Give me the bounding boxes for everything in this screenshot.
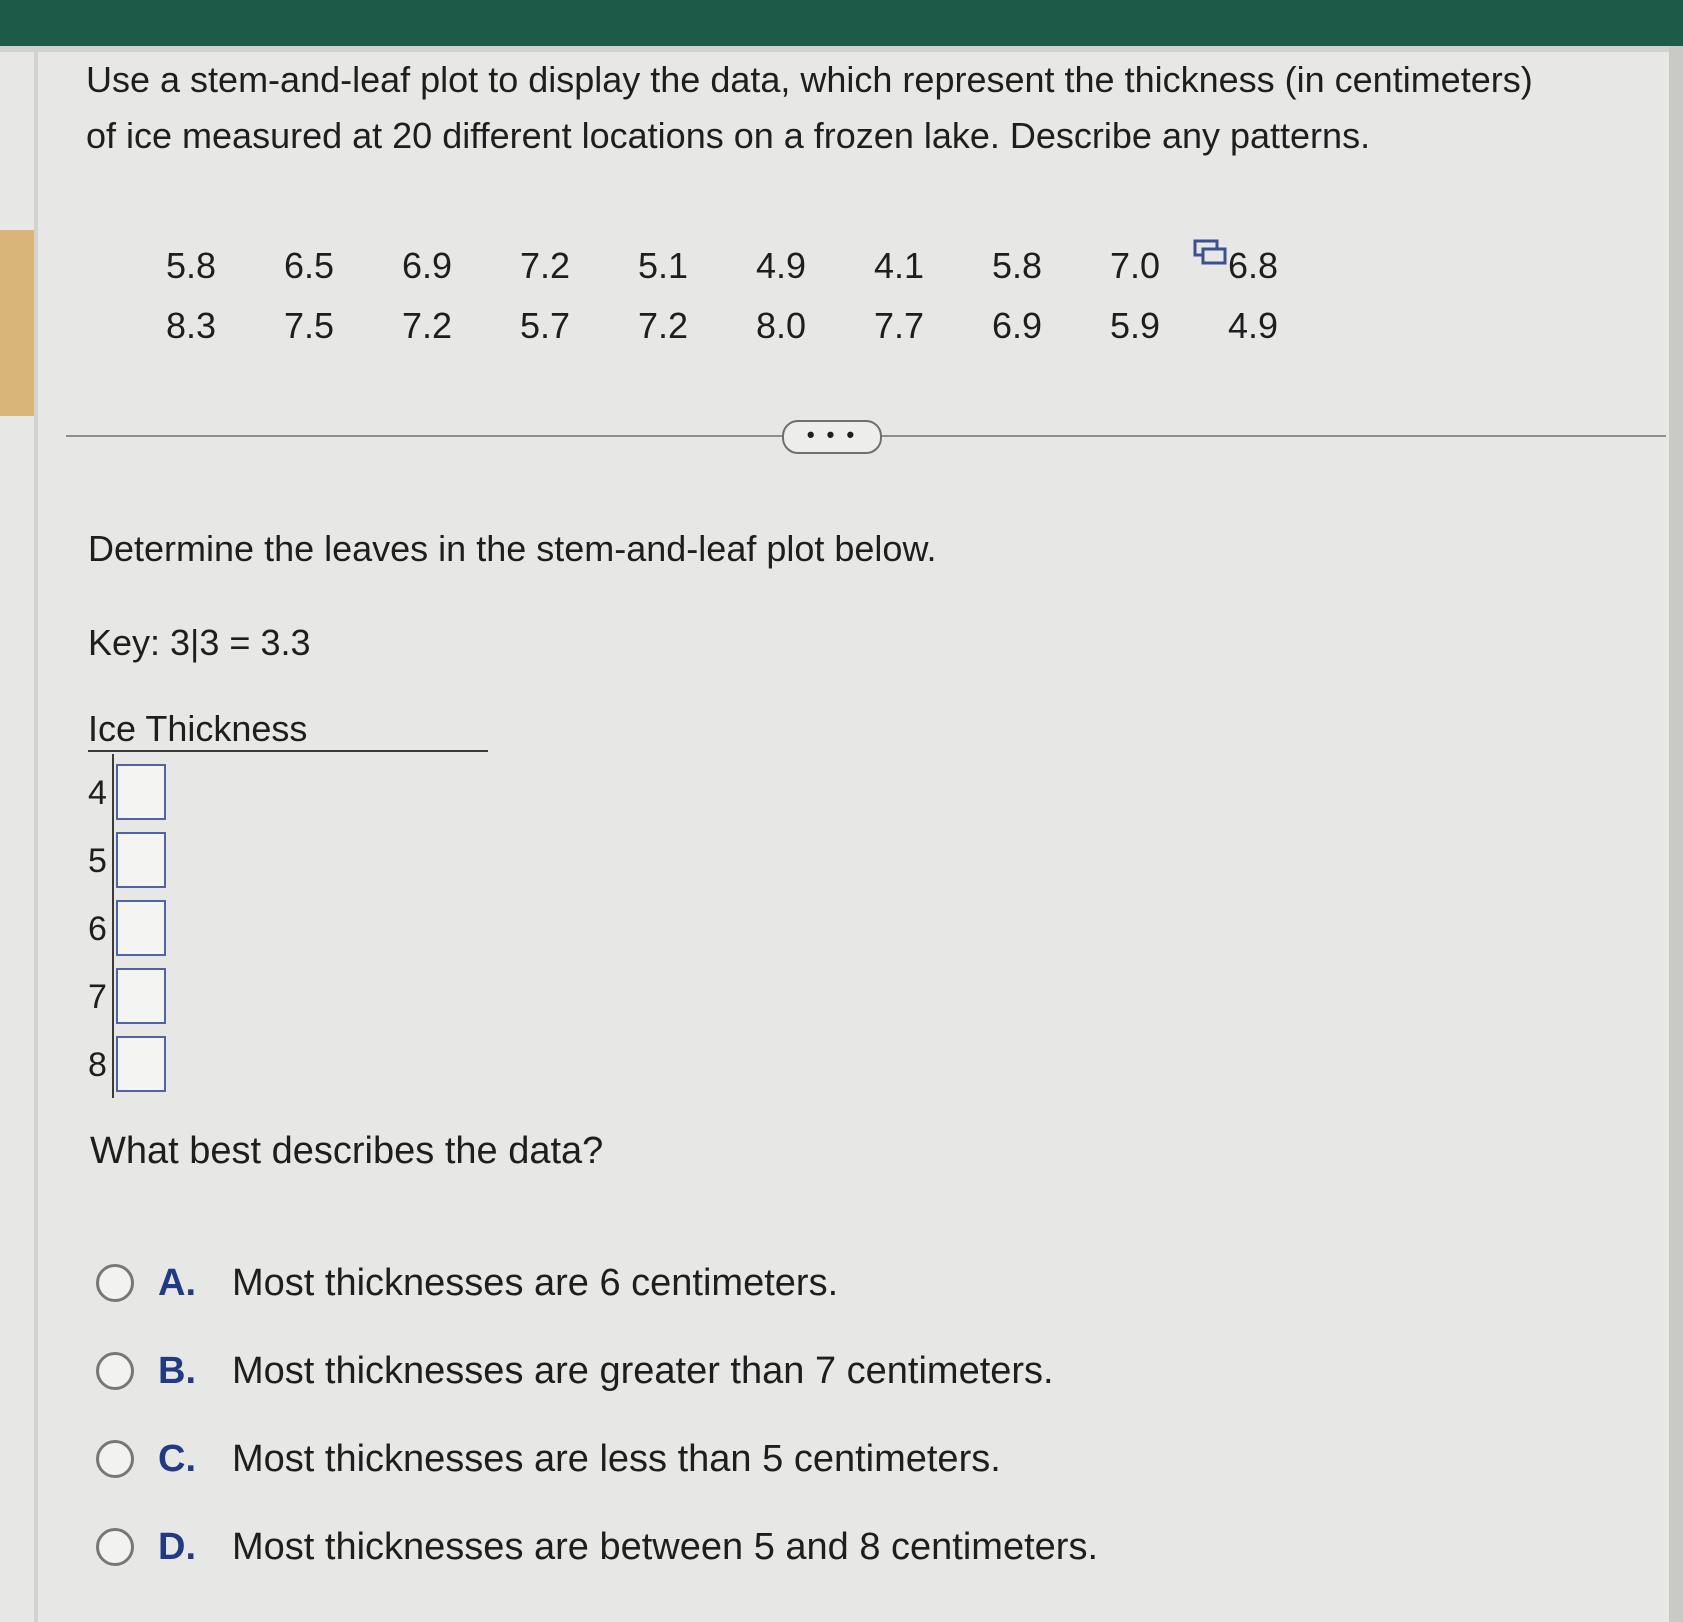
option-text: Most thicknesses are between 5 and 8 centimeters. [232, 1526, 1099, 1568]
data-cell: 5.7 [520, 305, 571, 346]
data-cell: 7.5 [284, 305, 335, 346]
data-cell: 6.8 [1228, 245, 1279, 286]
option-d[interactable] [94, 1520, 1394, 1576]
stem-row [88, 892, 288, 956]
data-cell: 7.7 [874, 305, 925, 346]
stem-label: 6 [88, 910, 107, 948]
leaf-input[interactable] [116, 900, 166, 956]
stem-row [88, 756, 288, 820]
radio-button[interactable] [96, 1528, 134, 1566]
data-cell: 5.9 [1110, 305, 1161, 346]
copy-icon[interactable] [1193, 238, 1227, 266]
stem-row [88, 824, 288, 888]
option-b[interactable] [94, 1344, 1394, 1400]
plot-key: Key: 3|3 = 3.3 [88, 622, 311, 663]
describe-question: What best describes the data? [90, 1130, 604, 1172]
data-table [150, 236, 1330, 356]
option-letter: B. [158, 1350, 196, 1392]
radio-button[interactable] [96, 1264, 134, 1302]
option-a[interactable] [94, 1256, 1394, 1312]
data-row [150, 296, 1330, 356]
option-letter: A. [158, 1262, 196, 1304]
data-cell: 8.3 [166, 305, 217, 346]
data-cell: 6.9 [402, 245, 453, 286]
option-text: Most thicknesses are less than 5 centimeters. [232, 1438, 1001, 1480]
leaf-input[interactable] [116, 1036, 166, 1092]
data-cell: 7.0 [1110, 245, 1161, 286]
data-cell: 6.9 [992, 305, 1043, 346]
stem-label: 7 [88, 978, 107, 1016]
stem-row [88, 1028, 288, 1092]
data-cell: 6.5 [284, 245, 335, 286]
data-cell: 8.0 [756, 305, 807, 346]
data-cell: 5.8 [992, 245, 1043, 286]
stem-label: 4 [88, 774, 107, 812]
plot-title-rule [88, 750, 488, 752]
expand-more-button[interactable]: • • • [782, 420, 882, 454]
data-cell: 7.2 [402, 305, 453, 346]
data-cell: 5.8 [166, 245, 217, 286]
question-text: Use a stem-and-leaf plot to display the data, which represent the thickness (in centimeters) of ice measured at 20 different locations on a frozen lake. Describe any patterns. [86, 59, 1533, 156]
data-cell: 5.1 [638, 245, 689, 286]
stem-label: 8 [88, 1046, 107, 1084]
option-letter: D. [158, 1526, 196, 1568]
leaf-input[interactable] [116, 832, 166, 888]
option-text: Most thicknesses are 6 centimeters. [232, 1262, 839, 1304]
data-cell: 4.9 [1228, 305, 1279, 346]
instruction-text: Determine the leaves in the stem-and-leaf plot below. [88, 528, 937, 569]
leaf-input[interactable] [116, 764, 166, 820]
option-c[interactable] [94, 1432, 1394, 1488]
option-letter: C. [158, 1438, 196, 1480]
radio-button[interactable] [96, 1440, 134, 1478]
data-cell: 4.1 [874, 245, 925, 286]
data-cell: 4.9 [756, 245, 807, 286]
plot-title: Ice Thickness [88, 708, 308, 749]
radio-button[interactable] [96, 1352, 134, 1390]
leaf-input[interactable] [116, 968, 166, 1024]
data-cell: 7.2 [638, 305, 689, 346]
data-row [150, 236, 1330, 296]
data-cell: 7.2 [520, 245, 571, 286]
stem-row [88, 960, 288, 1024]
option-text: Most thicknesses are greater than 7 centimeters. [232, 1350, 1054, 1392]
stem-label: 5 [88, 842, 107, 880]
